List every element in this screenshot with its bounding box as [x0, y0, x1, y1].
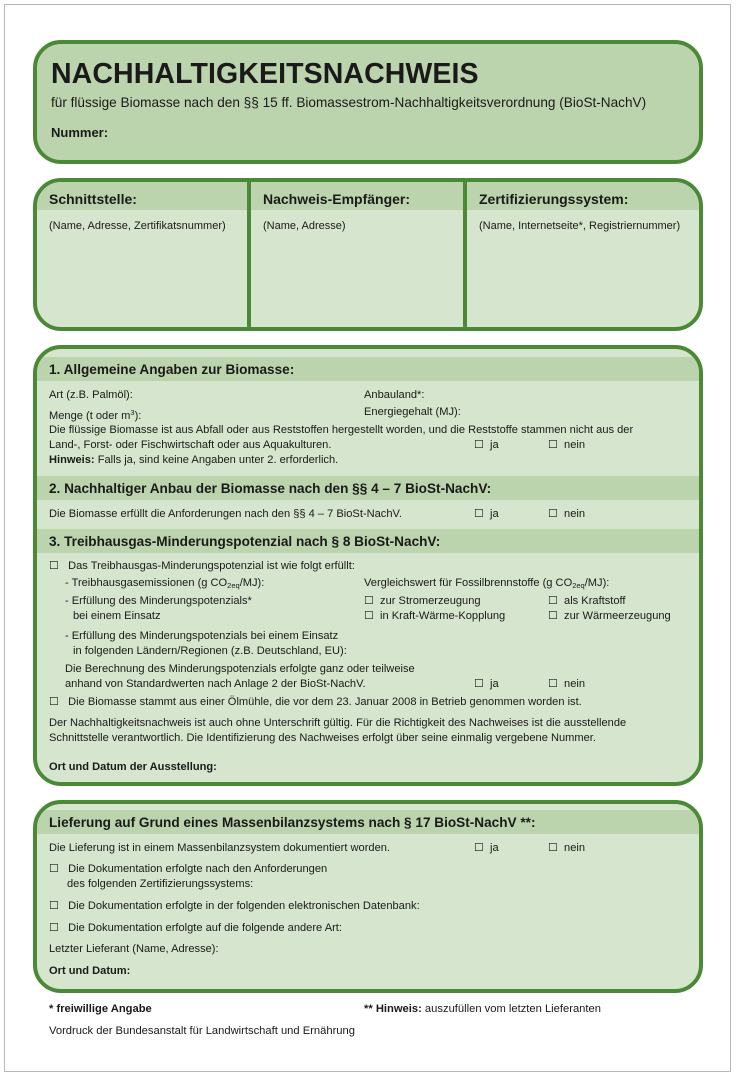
letzter-lieferant-label: Letzter Lieferant (Name, Adresse): [49, 943, 219, 955]
art-label: Art (z.B. Palmöl): [49, 389, 133, 401]
parties-panel [33, 178, 703, 331]
empfaenger-title: Nachweis-Empfänger: [251, 182, 463, 210]
gueltigkeit-line2: Schnittstelle verantwortlich. Die Identifizierung des Nachweises erfolgt über seine einmalig vergebene Nummer. [49, 732, 596, 744]
kraftstoff-option[interactable]: ☐ als Kraftstoff [548, 595, 626, 607]
empfaenger-box[interactable] [251, 182, 463, 327]
ort-datum-ausstellung-label: Ort und Datum der Ausstellung: [49, 761, 217, 773]
erfuellung-laender-line1: - Erfüllung des Minderungspotenzials bei einem Einsatz [65, 630, 339, 642]
zertifizierungssystem-hint: (Name, Internetseite*, Registriernummer) [479, 220, 681, 232]
header-panel [33, 40, 703, 164]
document-title: NACHHALTIGKEITSNACHWEIS [51, 58, 479, 90]
section3-title: 3. Treibhausgas-Minderungspotenzial nach § 8 BioSt-NachV: [37, 529, 699, 553]
gueltigkeit-line1: Der Nachhaltigkeitsnachweis ist auch ohne Unterschrift gültig. Für die Richtigkeit des Nachweises ist die ausstellende [49, 717, 627, 729]
doc-zertifizierungssystem-option[interactable]: ☐ Die Dokumentation erfolgte nach den Anforderungen [49, 863, 328, 875]
emissionen-label: - Treibhausgasemissionen (g $CO_{2eq}/MJ$): [65, 577, 265, 590]
anbau-no-option[interactable]: ☐ nein [548, 508, 586, 520]
checkbox-icon[interactable]: ☐ [474, 508, 484, 520]
hinweis-text: Hinweis: Falls ja, sind keine Angaben unter 2. erforderlich. [49, 454, 339, 466]
anbau-yes-option[interactable]: ☐ ja [474, 508, 499, 520]
erfuellung-laender-line2: in folgenden Ländern/Regionen (z.B. Deutschland, EU): [73, 645, 347, 657]
checkbox-icon[interactable]: ☐ [474, 678, 484, 690]
kwk-option[interactable]: ☐ in Kraft-Wärme-Kopplung [364, 610, 506, 622]
checkbox-icon[interactable]: ☐ [49, 922, 59, 934]
section2-title: 2. Nachhaltiger Anbau der Biomasse nach den §§ 4 – 7 BioSt-NachV: [37, 476, 699, 500]
doc-andere-art-option[interactable]: ☐ Die Dokumentation erfolgte auf die folgende andere Art: [49, 922, 342, 934]
thg-intro-option[interactable]: ☐ Das Treibhausgas-Minderungspotenzial ist wie folgt erfüllt: [49, 560, 355, 572]
vordruck-note: Vordruck der Bundesanstalt für Landwirtschaft und Ernährung [49, 1025, 355, 1037]
abfall-no-option[interactable]: ☐ nein [548, 439, 586, 451]
nummer-label: Nummer: [51, 125, 109, 140]
anbau-text: Die Biomasse erfüllt die Anforderungen nach den §§ 4 – 7 BioSt-NachV. [49, 508, 402, 520]
schnittstelle-title: Schnittstelle: [37, 182, 247, 210]
delivery-title: Lieferung auf Grund eines Massenbilanzsystems nach § 17 BioSt-NachV **: [37, 810, 699, 834]
abfall-yes-option[interactable]: ☐ ja [474, 439, 499, 451]
dokumentiert-text: Die Lieferung ist in einem Massenbilanzsystem dokumentiert worden. [49, 842, 390, 854]
berechnung-no-option[interactable]: ☐ nein [548, 678, 586, 690]
empfaenger-hint: (Name, Adresse) [263, 220, 346, 232]
dokumentiert-no-option[interactable]: ☐ nein [548, 842, 586, 854]
abfall-text-line1: Die flüssige Biomasse ist aus Abfall oder aus Reststoffen hergestellt worden, und die Reststoffe stammen nicht aus der [49, 424, 634, 436]
checkbox-icon[interactable]: ☐ [49, 863, 59, 875]
menge-label: Menge (t oder $m^3$): [49, 408, 142, 422]
checkbox-icon[interactable]: ☐ [49, 900, 59, 912]
checkbox-icon[interactable]: ☐ [474, 842, 484, 854]
checkbox-icon[interactable]: ☐ [548, 439, 558, 451]
freiwillig-footnote: * freiwillige Angabe [49, 1003, 152, 1015]
ort-datum-label: Ort und Datum: [49, 965, 131, 977]
doc-zertifizierungssystem-line2: des folgenden Zertifizierungssystems: [67, 878, 254, 890]
berechnung-line2: anhand von Standardwerten nach Anlage 2 der BioSt-NachV. [65, 678, 366, 690]
anbauland-label: Anbauland*: [364, 389, 425, 401]
energiegehalt-label: Energiegehalt (MJ): [364, 406, 461, 418]
zertifizierungssystem-box[interactable] [467, 182, 699, 327]
berechnung-line1: Die Berechnung des Minderungspotenzials erfolgte ganz oder teilweise [65, 663, 415, 675]
schnittstelle-hint: (Name, Adresse, Zertifikatsnummer) [49, 220, 226, 232]
abfall-text-line2: Land-, Forst- oder Fischwirtschaft oder aus Aquakulturen. [49, 439, 332, 451]
checkbox-icon[interactable]: ☐ [49, 696, 59, 708]
checkbox-icon[interactable]: ☐ [364, 595, 374, 607]
waermeerzeugung-option[interactable]: ☐ zur Wärmeerzeugung [548, 610, 671, 622]
vergleichswert-label: Vergleichswert für Fossilbrennstoffe (g $CO_{2eq}/MJ$): [364, 577, 610, 590]
berechnung-yes-option[interactable]: ☐ ja [474, 678, 499, 690]
checkbox-icon[interactable]: ☐ [548, 610, 558, 622]
checkbox-icon[interactable]: ☐ [474, 439, 484, 451]
stromerzeugung-option[interactable]: ☐ zur Stromerzeugung [364, 595, 481, 607]
doc-datenbank-option[interactable]: ☐ Die Dokumentation erfolgte in der folgenden elektronischen Datenbank: [49, 900, 420, 912]
section1-title: 1. Allgemeine Angaben zur Biomasse: [37, 357, 699, 381]
checkbox-icon[interactable]: ☐ [548, 842, 558, 854]
document-subtitle: für flüssige Biomasse nach den §§ 15 ff. Biomassestrom-Nachhaltigkeitsverordnung (BioSt-NachV) [51, 95, 647, 110]
checkbox-icon[interactable]: ☐ [49, 560, 59, 572]
erfuellung-einsatz-line2: bei einem Einsatz [73, 610, 161, 622]
zertifizierungssystem-title: Zertifizierungssystem: [467, 182, 699, 210]
schnittstelle-box[interactable] [37, 182, 247, 327]
checkbox-icon[interactable]: ☐ [548, 678, 558, 690]
hinweis-footnote: ** Hinweis: auszufüllen vom letzten Lieferanten [364, 1003, 601, 1015]
checkbox-icon[interactable]: ☐ [548, 595, 558, 607]
checkbox-icon[interactable]: ☐ [548, 508, 558, 520]
checkbox-icon[interactable]: ☐ [364, 610, 374, 622]
dokumentiert-yes-option[interactable]: ☐ ja [474, 842, 499, 854]
oelmuehle-option[interactable]: ☐ Die Biomasse stammt aus einer Ölmühle, die vor dem 23. Januar 2008 in Betrieb genommen worden ist. [49, 696, 582, 708]
erfuellung-einsatz-line1: - Erfüllung des Minderungspotenzials* [65, 595, 252, 607]
main-panel [33, 345, 703, 786]
delivery-panel [33, 800, 703, 993]
